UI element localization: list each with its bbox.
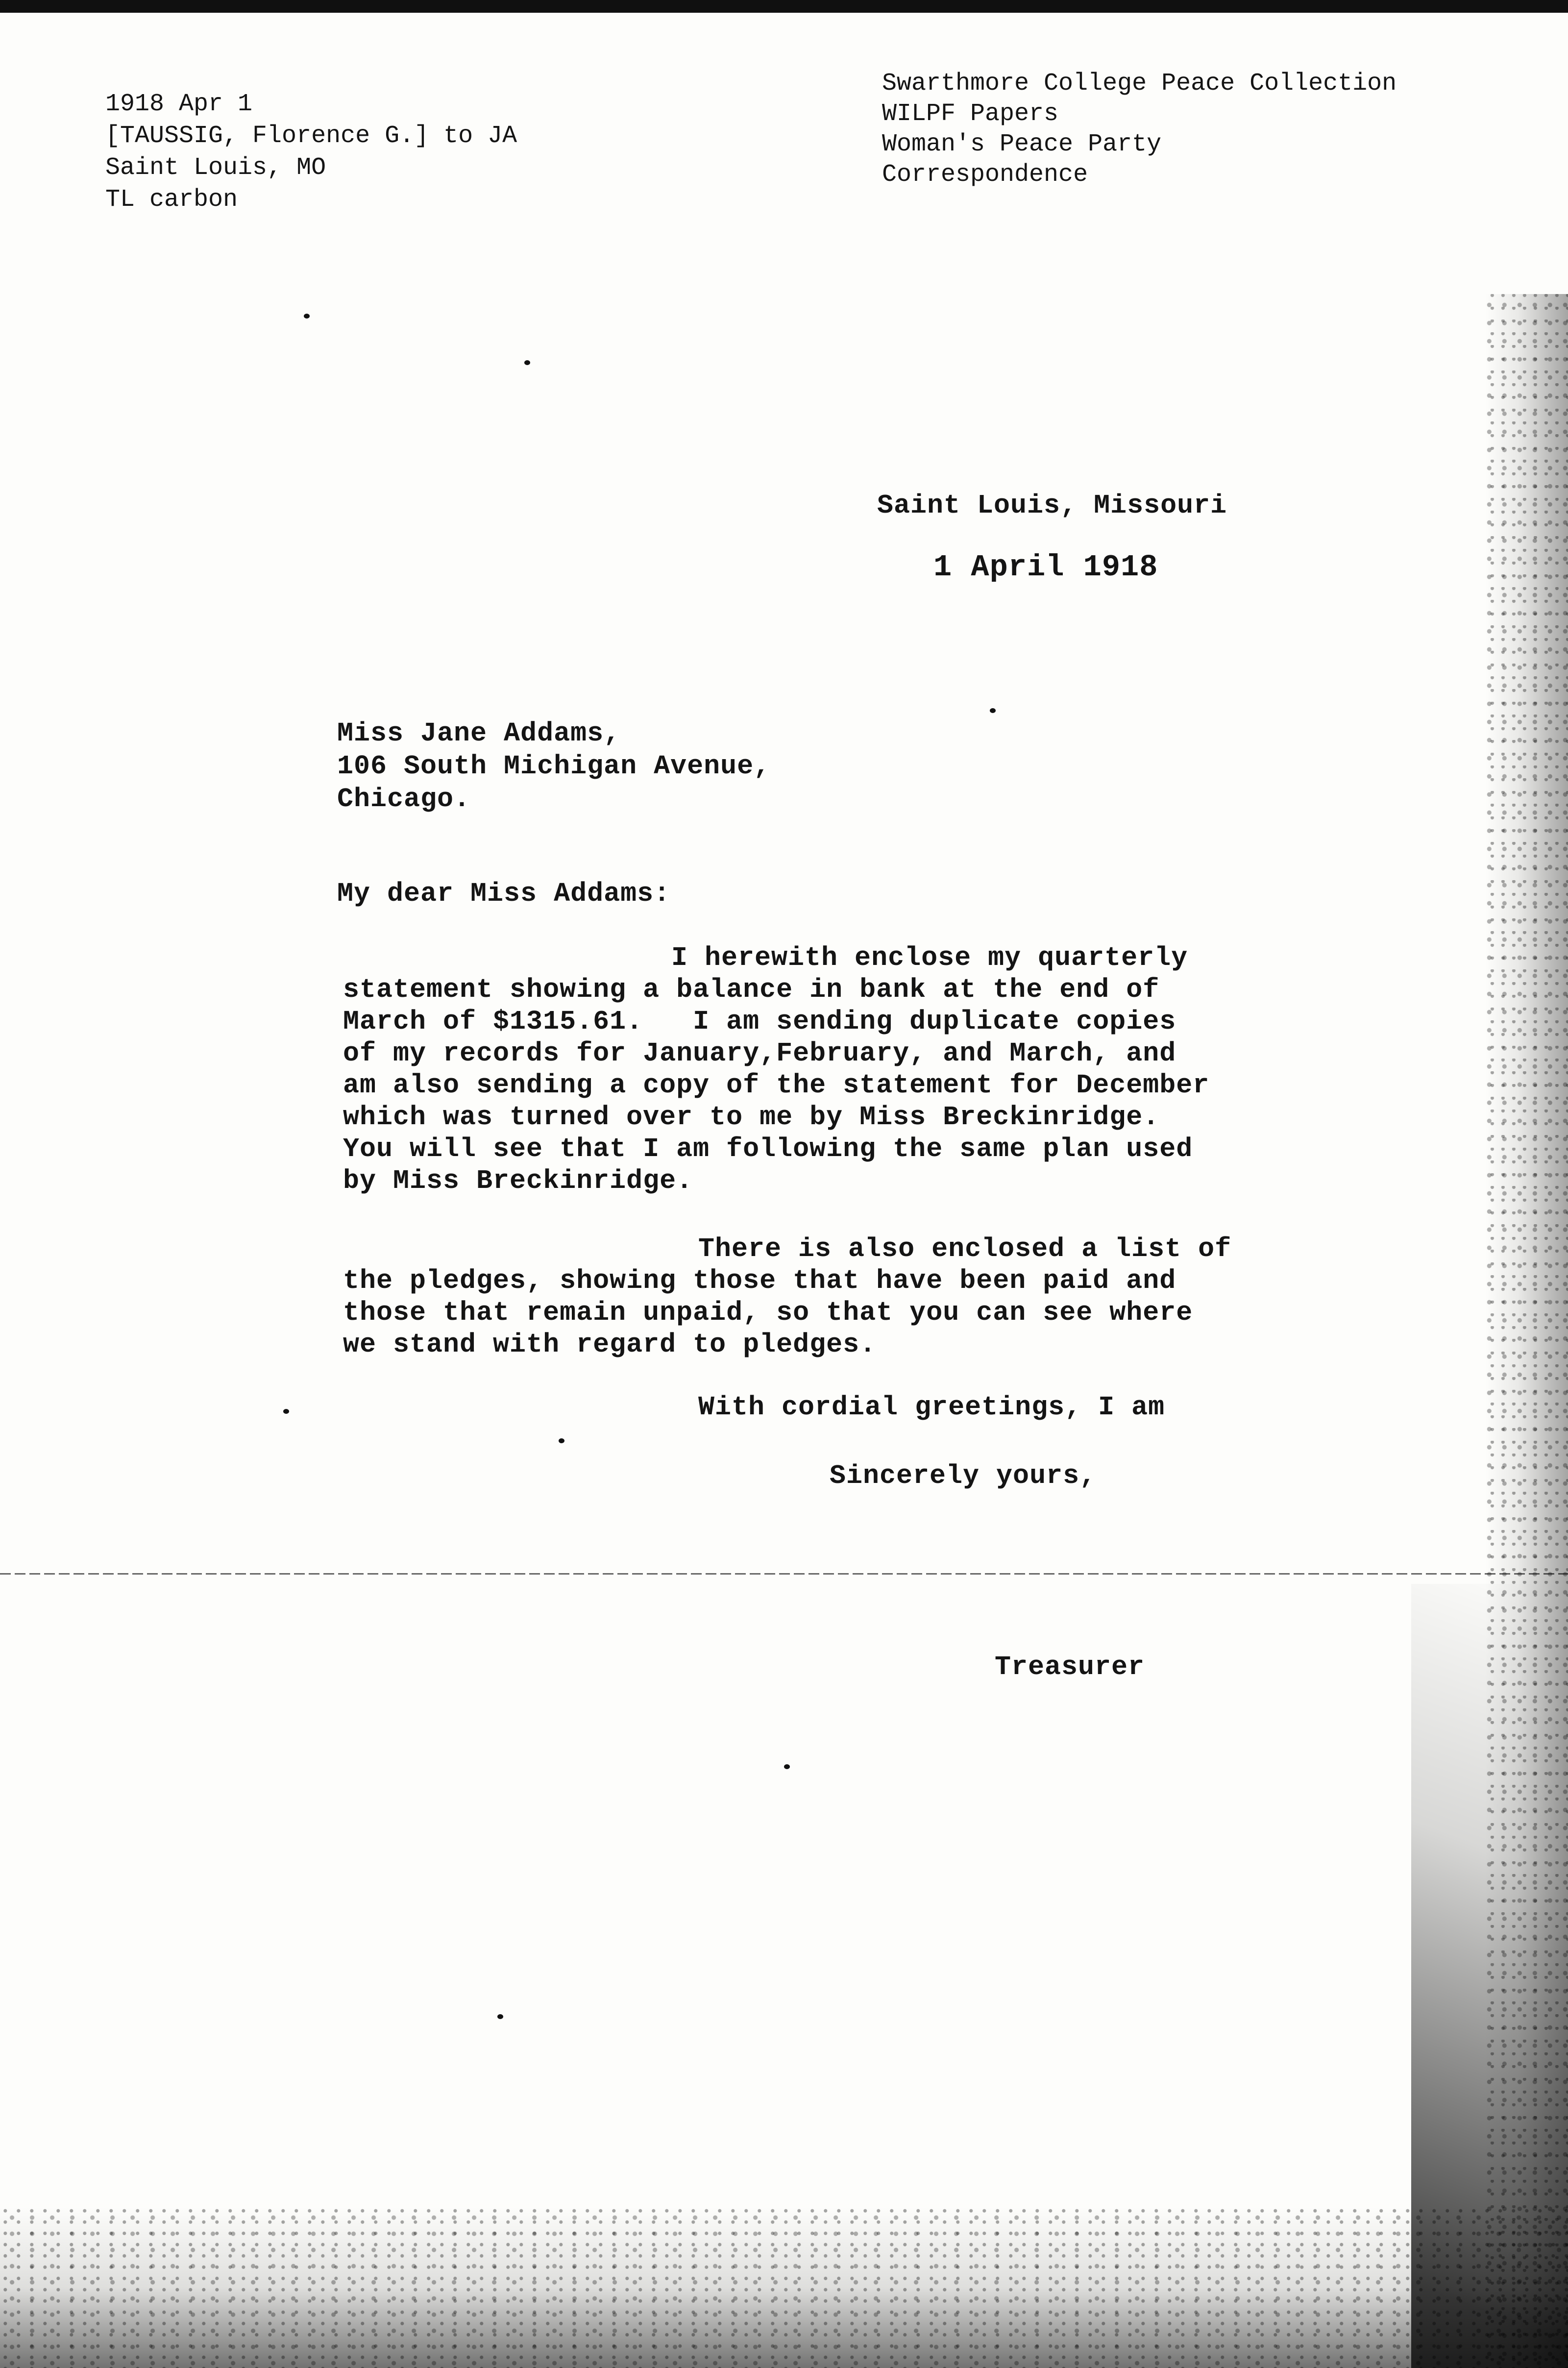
closing-line: With cordial greetings, I am: [698, 1392, 1165, 1423]
paragraph-line: am also sending a copy of the statement for December: [343, 1070, 1210, 1101]
top-border: [0, 0, 1568, 13]
ink-speck: [497, 2014, 503, 2019]
catalog-location: Saint Louis, MO: [105, 154, 326, 182]
fold-line: [0, 1573, 1568, 1575]
paragraph-line: the pledges, showing those that have been paid and: [343, 1265, 1176, 1296]
collection-name: Swarthmore College Peace Collection: [882, 70, 1397, 98]
paragraph-line: I herewith enclose my quarterly: [671, 942, 1188, 973]
paragraph-line: statement showing a balance in bank at the end of: [343, 974, 1160, 1005]
collection-subseries: Woman's Peace Party: [882, 130, 1162, 158]
catalog-format: TL carbon: [105, 186, 238, 214]
paragraph-2: [343, 1233, 1231, 1360]
ink-speck: [784, 1764, 790, 1769]
paragraph-line: which was turned over to me by Miss Breckinridge.: [343, 1102, 1160, 1133]
paragraph-line: You will see that I am following the same plan used: [343, 1134, 1193, 1164]
letter-date: 1 April 1918: [933, 550, 1158, 585]
catalog-note-left: [105, 88, 517, 216]
collection-folder: Correspondence: [882, 161, 1088, 189]
paragraph-line: those that remain unpaid, so that you can see where: [343, 1297, 1193, 1328]
recipient-city: Chicago.: [337, 784, 471, 814]
paragraph-1: [343, 942, 1209, 1197]
collection-series: WILPF Papers: [882, 100, 1059, 128]
signoff: Sincerely yours,: [830, 1460, 1097, 1491]
collection-stamp: [882, 69, 1396, 190]
catalog-correspondents: [TAUSSIG, Florence G.] to JA: [105, 122, 517, 150]
catalog-date: 1918 Apr 1: [105, 90, 253, 118]
paragraph-line: There is also enclosed a list of: [698, 1233, 1232, 1264]
letter-place: Saint Louis, Missouri: [877, 490, 1227, 521]
ink-speck: [283, 1409, 289, 1414]
recipient-name: Miss Jane Addams,: [337, 718, 621, 749]
signatory-title: Treasurer: [995, 1652, 1145, 1682]
ink-speck: [990, 708, 996, 713]
recipient-street: 106 South Michigan Avenue,: [337, 751, 771, 782]
paragraph-line: March of $1315.61. I am sending duplicate copies: [343, 1006, 1176, 1037]
recipient-address: [337, 717, 770, 815]
ink-speck: [559, 1438, 564, 1443]
paragraph-line: by Miss Breckinridge.: [343, 1165, 693, 1196]
scan-corner-shadow: [1411, 1584, 1568, 2368]
ink-speck: [524, 360, 530, 365]
scan-edge-bottom: [0, 2206, 1568, 2368]
ink-speck: [304, 314, 310, 319]
salutation: My dear Miss Addams:: [337, 878, 671, 909]
paragraph-line: we stand with regard to pledges.: [343, 1329, 877, 1360]
paragraph-line: of my records for January,February, and March, and: [343, 1038, 1176, 1069]
